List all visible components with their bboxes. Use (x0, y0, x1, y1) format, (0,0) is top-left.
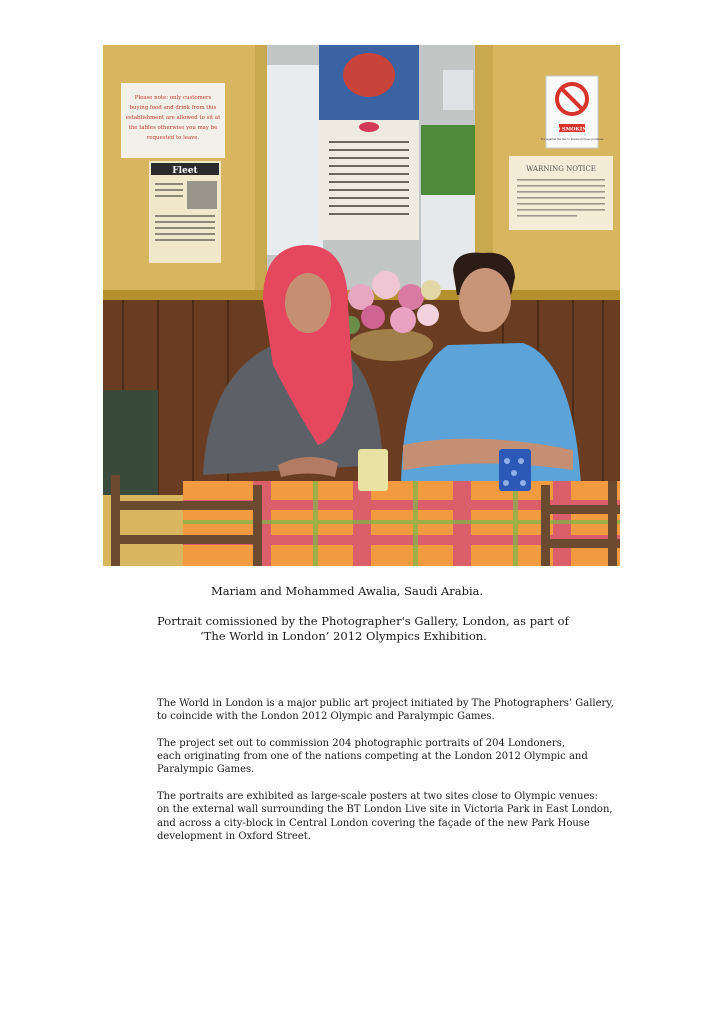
text-line: development in Oxford Street. (157, 830, 311, 842)
notice-line-5: requested to leave. (146, 135, 200, 141)
window-tree (421, 125, 477, 195)
caption-commission-line: Portrait comissioned by the Photographer's Gallery, London, as part of (157, 614, 569, 628)
text-line: and across a city-block in Central London covering the façade of the new Park House (157, 817, 590, 829)
text-line: each originating from one of the nations competing at the London 2012 Olympic and (157, 751, 588, 763)
portrait-photo (103, 45, 620, 566)
mug-yellow (358, 449, 388, 491)
poster-text (319, 120, 419, 240)
warning-title: WARNING NOTICE (526, 165, 596, 173)
photo-illustration (103, 45, 620, 566)
newspaper-masthead: Fleet (172, 166, 198, 176)
newspaper-clipping (149, 161, 221, 263)
notice-line-3: establishment are allowed to sit at (125, 115, 221, 121)
caption-title: Mariam and Mohammed Awalia, Saudi Arabia. (211, 584, 484, 598)
caption-exhibition-line: ‘The World in London’ 2012 Olympics Exhibition. (200, 629, 487, 643)
text-line: to coincide with the London 2012 Olympic and Paralympic Games. (157, 711, 495, 723)
paragraph-exhibition (157, 790, 637, 843)
no-smoking-label: NO SMOKING. (551, 126, 593, 133)
text-line: Paralympic Games. (157, 764, 255, 776)
paragraph-commission (157, 737, 637, 777)
text-line: The World in London is a major public art project initiated by The Photographers’ Gallery, (157, 698, 614, 709)
project-description (157, 697, 637, 857)
text-line: on the external wall surrounding the BT London Live site in Victoria Park in East London, (157, 804, 613, 816)
text-line: The portraits are exhibited as large-scale posters at two sites close to Olympic venues: (157, 791, 598, 803)
text-line: The project set out to commission 204 photographic portraits of 204 Londoners, (157, 737, 565, 749)
no-smoking-subtext: It is against the law to smoke in these premises (540, 138, 604, 141)
notice-line-4: the tables otherwise you may be (128, 125, 218, 131)
paragraph-intro (157, 697, 637, 724)
notice-line-2: buying food and drink from this (129, 105, 217, 111)
flower-basket (349, 329, 433, 361)
notice-line-1: Please note: only customers (134, 95, 212, 101)
